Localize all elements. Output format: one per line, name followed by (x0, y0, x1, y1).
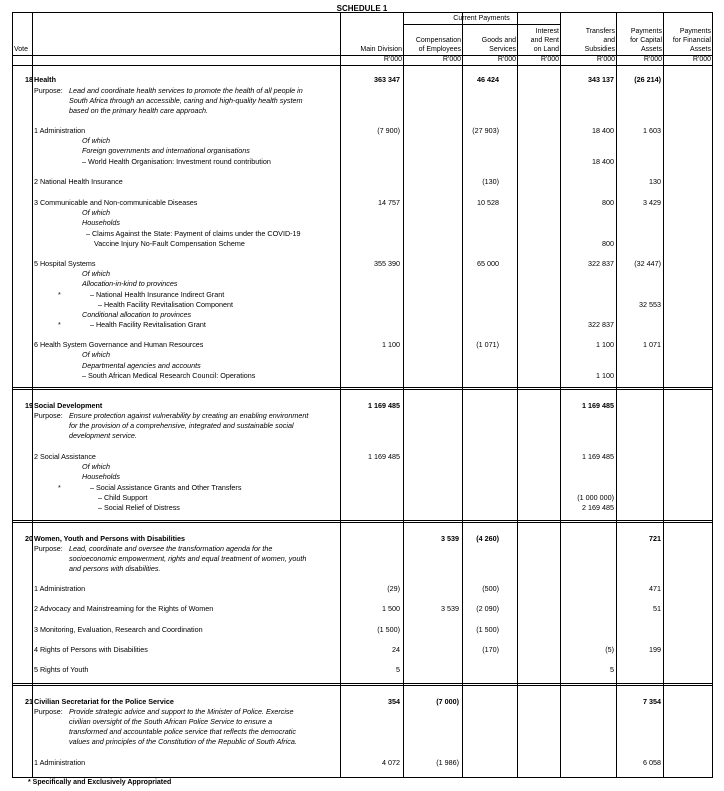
transfers-value: 1 169 485 (582, 452, 614, 461)
table-row (12, 371, 713, 381)
unit-financial: R'000 (692, 56, 711, 63)
vote-number: 20 (25, 534, 33, 543)
row-description: 1 Administration (34, 126, 86, 135)
capital-assets-value: 1 603 (643, 126, 661, 135)
table-row (12, 503, 713, 513)
table-row (12, 421, 713, 431)
capital-assets-value: 3 429 (643, 198, 661, 207)
transfers-value: 1 169 485 (582, 401, 614, 410)
vote-number: 19 (25, 401, 33, 410)
purpose-text: Lead, coordinate and oversee the transformation agenda for the (69, 544, 273, 553)
row-description: Health (34, 75, 56, 84)
main-division-value: 4 072 (382, 758, 400, 767)
table-row (12, 300, 713, 310)
table-row (12, 229, 713, 239)
goods-services-value: 10 528 (477, 198, 499, 207)
row-description: 2 Social Assistance (34, 452, 96, 461)
main-division-value: 1 169 485 (368, 401, 400, 410)
unit-goods: R'000 (497, 56, 516, 63)
capital-assets-value: 130 (649, 177, 661, 186)
row-description: Conditional allocation to provinces (82, 310, 192, 319)
purpose-text: South Africa through an accessible, caring and high-quality health system (69, 96, 303, 105)
transfers-value: 322 837 (588, 259, 614, 268)
table-row (12, 96, 713, 106)
table-row (12, 431, 713, 441)
compensation-header: Compensation of Employees (415, 37, 461, 53)
table-row (12, 290, 713, 300)
table-row (12, 340, 713, 350)
interest-header: Interest and Rent on Land (530, 28, 559, 53)
row-description: Households (82, 472, 120, 481)
purpose-label: Purpose: (34, 544, 63, 553)
table-row (12, 86, 713, 96)
compensation-value: (7 000) (436, 697, 459, 706)
vote-number: 18 (25, 75, 33, 84)
row-description: – World Health Organisation: Investment round contribution (82, 157, 271, 166)
table-row (12, 401, 713, 411)
capital-assets-value: (26 214) (634, 75, 661, 84)
table-row (12, 350, 713, 360)
row-description: Departmental agencies and accounts (82, 361, 201, 370)
table-row (12, 208, 713, 218)
purpose-text: for the provision of a comprehensive, integrated and sustainable social (69, 421, 294, 430)
purpose-label: Purpose: (34, 411, 63, 420)
appropriation-marker: * (58, 290, 61, 299)
row-description: 4 Rights of Persons with Disabilities (34, 645, 148, 654)
appropriation-marker: * (58, 320, 61, 329)
vote-separator (12, 683, 713, 686)
transfers-value: 18 400 (592, 126, 614, 135)
table-row (12, 411, 713, 421)
purpose-text: Provide strategic advice and support to the Minister of Police. Exercise (69, 707, 294, 716)
goods-services-value: (4 260) (476, 534, 499, 543)
goods-services-value: (170) (482, 645, 499, 654)
transfers-value: 322 837 (588, 320, 614, 329)
capital-assets-value: 199 (649, 645, 661, 654)
main-division-value: 24 (392, 645, 400, 654)
row-description: Allocation-in-kind to provinces (82, 279, 178, 288)
transfers-value: 18 400 (592, 157, 614, 166)
compensation-value: (1 986) (436, 758, 459, 767)
capital-assets-value: 6 058 (643, 758, 661, 767)
row-description: 2 National Health Insurance (34, 177, 123, 186)
table-row (12, 697, 713, 707)
table-row (12, 126, 713, 136)
goods-services-header: Goods and Services (481, 37, 516, 53)
compensation-value: 3 539 (441, 534, 459, 543)
main-division-header: Main Division (360, 46, 402, 53)
purpose-text: based on the primary health care approach. (69, 106, 209, 115)
row-description: – Social Assistance Grants and Other Transfers (90, 483, 242, 492)
row-description: – South African Medical Research Council: Operations (82, 371, 256, 380)
main-division-value: (29) (387, 584, 400, 593)
transfers-value: 343 137 (588, 75, 614, 84)
purpose-text: development service. (69, 431, 137, 440)
purpose-text: socioeconomic empowerment, rights and equal treatment of women, youth (69, 554, 307, 563)
transfers-value: (5) (605, 645, 614, 654)
financial-assets-header: Payments for Financial Assets (672, 28, 711, 53)
main-division-value: 354 (388, 697, 400, 706)
row-description: 1 Administration (34, 758, 86, 767)
table-row (12, 625, 713, 635)
table-row (12, 157, 713, 167)
capital-assets-value: 51 (653, 604, 661, 613)
row-description: 2 Advocacy and Mainstreaming for the Rights of Women (34, 604, 214, 613)
table-row (12, 75, 713, 85)
appropriation-marker: * (58, 483, 61, 492)
goods-services-value: (1 500) (476, 625, 499, 634)
table-row (12, 584, 713, 594)
transfers-value: 2 169 485 (582, 503, 614, 512)
goods-services-value: (1 071) (476, 340, 499, 349)
main-division-value: 5 (396, 665, 400, 674)
row-description: – National Health Insurance Indirect Grant (90, 290, 225, 299)
row-description: Foreign governments and international organisations (82, 146, 250, 155)
row-description: Of which (82, 350, 110, 359)
row-description: 3 Monitoring, Evaluation, Research and Coordination (34, 625, 203, 634)
row-description: 5 Hospital Systems (34, 259, 96, 268)
row-description: Civilian Secretariat for the Police Service (34, 697, 174, 706)
table-row (12, 493, 713, 503)
row-description: – Health Facility Revitalisation Component (98, 300, 234, 309)
goods-services-value: 65 000 (477, 259, 499, 268)
main-division-value: 363 347 (374, 75, 400, 84)
row-description: Vaccine Injury No-Fault Compensation Scheme (94, 239, 245, 248)
main-division-value: (7 900) (377, 126, 400, 135)
table-row (12, 645, 713, 655)
unit-interest: R'000 (540, 56, 559, 63)
capital-assets-value: (32 447) (634, 259, 661, 268)
table-row (12, 218, 713, 228)
table-row (12, 106, 713, 116)
main-division-value: 355 390 (374, 259, 400, 268)
transfers-value: 800 (602, 198, 614, 207)
table-row (12, 177, 713, 187)
capital-assets-value: 471 (649, 584, 661, 593)
goods-services-value: (27 903) (472, 126, 499, 135)
purpose-label: Purpose: (34, 86, 63, 95)
purpose-text: civilian oversight of the South African Police Service to ensure a (69, 717, 273, 726)
transfers-header: Transfers and Subsidies (584, 28, 615, 53)
capital-assets-value: 32 553 (639, 300, 661, 309)
transfers-value: (1 000 000) (577, 493, 614, 502)
table-row (12, 544, 713, 554)
unit-bottom-line (12, 65, 713, 66)
unit-main-division: R'000 (383, 56, 402, 63)
row-description: Of which (82, 462, 110, 471)
main-division-value: (1 500) (377, 625, 400, 634)
transfers-value: 1 100 (596, 371, 614, 380)
goods-services-value: (130) (482, 177, 499, 186)
row-description: – Claims Against the State: Payment of claims under the COVID-19 (86, 229, 301, 238)
table-row (12, 472, 713, 482)
schedule-title: SCHEDULE 1 (336, 4, 388, 13)
table-row (12, 259, 713, 269)
capital-assets-header: Payments for Capital Assets (630, 28, 662, 53)
row-description: – Health Facility Revitalisation Grant (90, 320, 206, 329)
purpose-text: Lead and coordinate health services to promote the health of all people in (69, 86, 303, 95)
row-description: 5 Rights of Youth (34, 665, 89, 674)
vote-header: Vote (14, 46, 29, 53)
table-row (12, 564, 713, 574)
main-division-value: 1 100 (382, 340, 400, 349)
table-row (12, 554, 713, 564)
row-description: Social Development (34, 401, 103, 410)
current-payments-header: Current Payments (453, 15, 510, 22)
purpose-text: values and principles of the Constitution of the Republic of South Africa. (69, 737, 297, 746)
row-description: 6 Health System Governance and Human Resources (34, 340, 204, 349)
row-description: Households (82, 218, 120, 227)
table-row (12, 198, 713, 208)
goods-services-value: (500) (482, 584, 499, 593)
table-row (12, 146, 713, 156)
row-description: 1 Administration (34, 584, 86, 593)
transfers-value: 800 (602, 239, 614, 248)
row-description: Of which (82, 136, 110, 145)
vote-separator (12, 387, 713, 390)
table-row (12, 269, 713, 279)
main-division-value: 14 757 (378, 198, 400, 207)
table-row (12, 310, 713, 320)
table-row (12, 707, 713, 717)
current-payments-underline (403, 24, 560, 25)
unit-transfers: R'000 (596, 56, 615, 63)
main-division-value: 1 500 (382, 604, 400, 613)
table-row (12, 320, 713, 330)
capital-assets-value: 721 (649, 534, 661, 543)
table-row (12, 279, 713, 289)
capital-assets-value: 7 354 (643, 697, 661, 706)
footnote: * Specifically and Exclusively Appropriated (28, 779, 172, 786)
table-row (12, 136, 713, 146)
goods-services-value: 46 424 (477, 75, 499, 84)
table-row (12, 737, 713, 747)
transfers-value: 1 100 (596, 340, 614, 349)
purpose-text: transformed and accountable police service that reflects the democratic (69, 727, 296, 736)
row-description: – Child Support (98, 493, 148, 502)
capital-assets-value: 1 071 (643, 340, 661, 349)
purpose-text: Ensure protection against vulnerability by creating an enabling environment (69, 411, 309, 420)
compensation-value: 3 539 (441, 604, 459, 613)
transfers-value: 5 (610, 665, 614, 674)
main-division-value: 1 169 485 (368, 452, 400, 461)
table-row (12, 462, 713, 472)
table-row (12, 483, 713, 493)
table-row (12, 361, 713, 371)
row-description: Of which (82, 208, 110, 217)
goods-services-value: (2 090) (476, 604, 499, 613)
table-row (12, 534, 713, 544)
table-row (12, 727, 713, 737)
purpose-text: and persons with disabilities. (69, 564, 161, 573)
purpose-label: Purpose: (34, 707, 63, 716)
table-row (12, 717, 713, 727)
table-row (12, 452, 713, 462)
unit-capital: R'000 (643, 56, 662, 63)
table-row (12, 665, 713, 675)
row-description: – Social Relief of Distress (98, 503, 180, 512)
vote-number: 21 (25, 697, 33, 706)
vote-separator (12, 520, 713, 523)
table-row (12, 604, 713, 614)
table-row (12, 239, 713, 249)
row-description: Of which (82, 269, 110, 278)
unit-compensation: R'000 (442, 56, 461, 63)
row-description: 3 Communicable and Non-communicable Diseases (34, 198, 198, 207)
row-description: Women, Youth and Persons with Disabilities (34, 534, 185, 543)
table-row (12, 758, 713, 768)
